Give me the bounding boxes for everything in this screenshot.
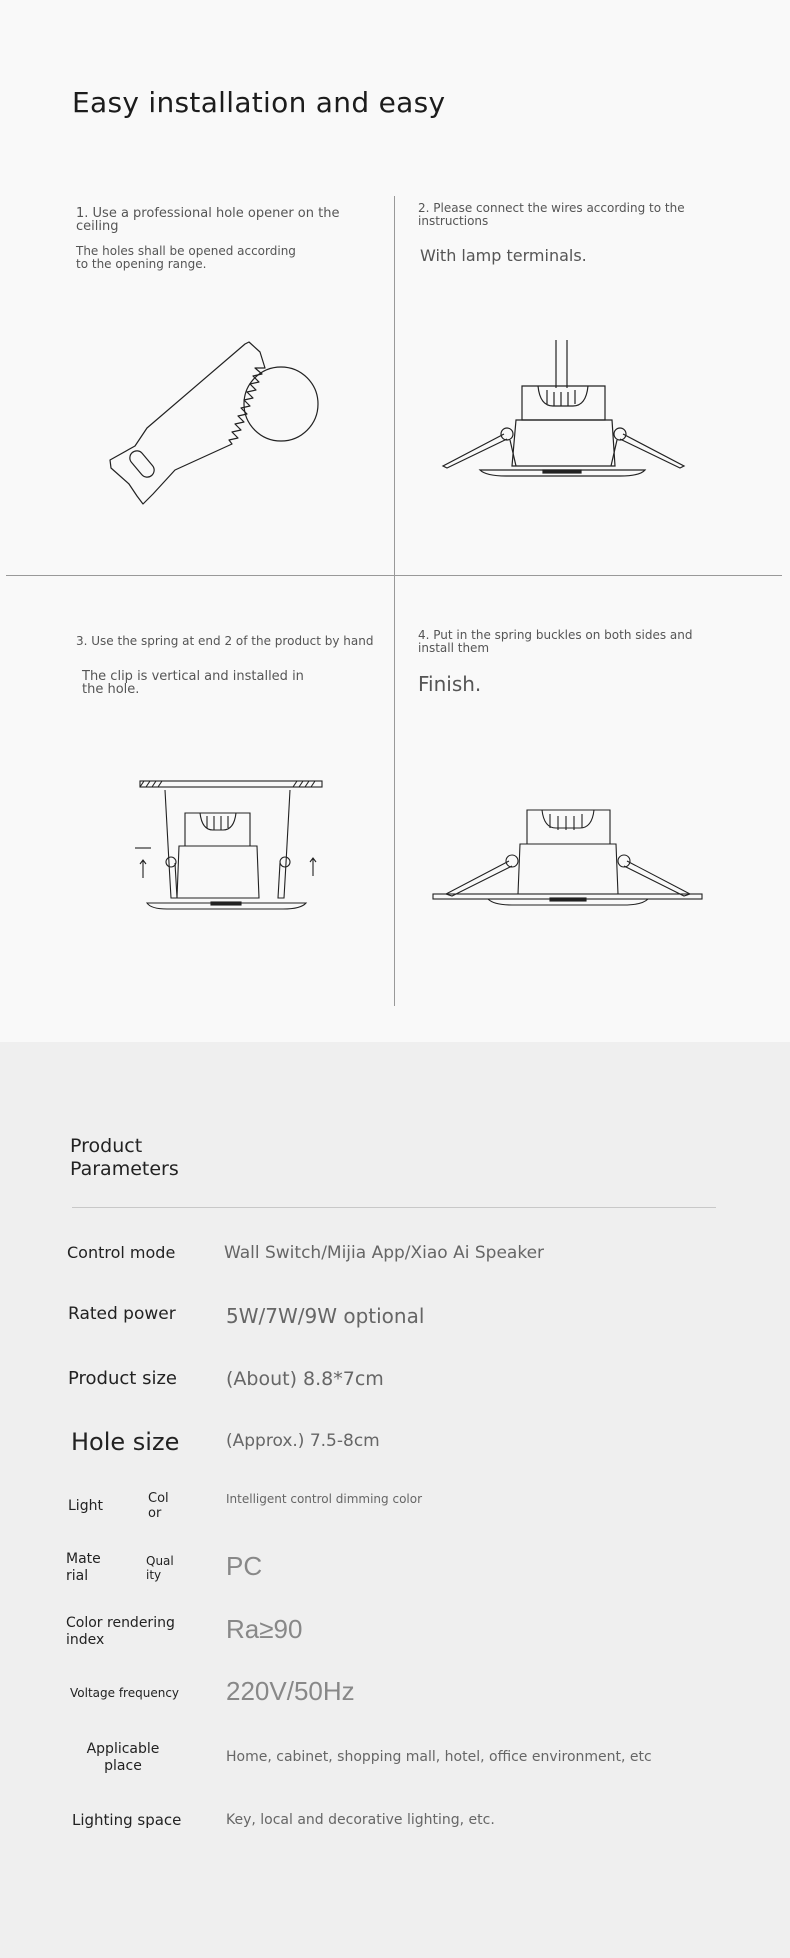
param-value-voltage: 220V/50Hz	[226, 1676, 355, 1706]
param-value-lighting-space: Key, local and decorative lighting, etc.	[226, 1812, 495, 1828]
step-1-heading: 1. Use a professional hole opener on the ceiling	[76, 206, 340, 234]
param-label-rated-power: Rated power	[68, 1304, 176, 1324]
step-2-heading: 2. Please connect the wires according to the instructions	[418, 201, 685, 228]
param-label-color: Col or	[148, 1491, 169, 1521]
param-label-hole-size: Hole size	[71, 1428, 180, 1456]
param-label-applicable-place: Applicable place	[86, 1741, 160, 1774]
param-label-lighting-space: Lighting space	[72, 1811, 182, 1829]
param-label-color-rendering: Color rendering index	[66, 1615, 175, 1648]
installed-lamp-illustration	[432, 806, 704, 906]
param-value-material: PC	[226, 1551, 263, 1581]
step-1-detail: The holes shall be opened according to the opening range.	[76, 244, 296, 271]
param-label-control-mode: Control mode	[67, 1243, 176, 1262]
param-value-hole-size: (Approx.) 7.5-8cm	[226, 1431, 380, 1451]
param-value-applicable-place: Home, cabinet, shopping mall, hotel, office environment, etc	[226, 1749, 652, 1765]
installation-title: Easy installation and easy	[72, 86, 446, 119]
param-value-color-rendering: Ra≥90	[226, 1614, 303, 1644]
param-label-light: Light	[68, 1498, 103, 1514]
step-4-detail: Finish.	[418, 672, 482, 696]
wired-lamp-illustration	[440, 340, 685, 474]
hole-saw-illustration	[105, 336, 330, 506]
param-value-control-mode: Wall Switch/Mijia App/Xiao Ai Speaker	[224, 1243, 545, 1263]
parameters-title: Product Parameters	[70, 1135, 179, 1180]
param-label-product-size: Product size	[68, 1368, 177, 1389]
parameters-divider	[72, 1207, 716, 1208]
param-value-product-size: (About) 8.8*7cm	[226, 1368, 384, 1390]
step-4-heading: 4. Put in the spring buckles on both sides and install them	[418, 628, 693, 655]
param-value-light-color: Intelligent control dimming color	[226, 1492, 423, 1506]
step-3-heading: 3. Use the spring at end 2 of the product by hand	[76, 634, 374, 648]
step-3-detail: The clip is vertical and installed in the hole.	[82, 669, 304, 697]
param-label-material: Mate rial	[66, 1551, 101, 1584]
step-2-detail: With lamp terminals.	[420, 246, 587, 265]
spring-clip-illustration	[133, 778, 323, 906]
horizontal-divider	[6, 575, 782, 576]
param-label-voltage: Voltage frequency	[70, 1686, 180, 1700]
param-value-rated-power: 5W/7W/9W optional	[226, 1304, 425, 1328]
param-label-quality: Qual ity	[146, 1554, 174, 1582]
vertical-divider	[394, 196, 395, 1006]
